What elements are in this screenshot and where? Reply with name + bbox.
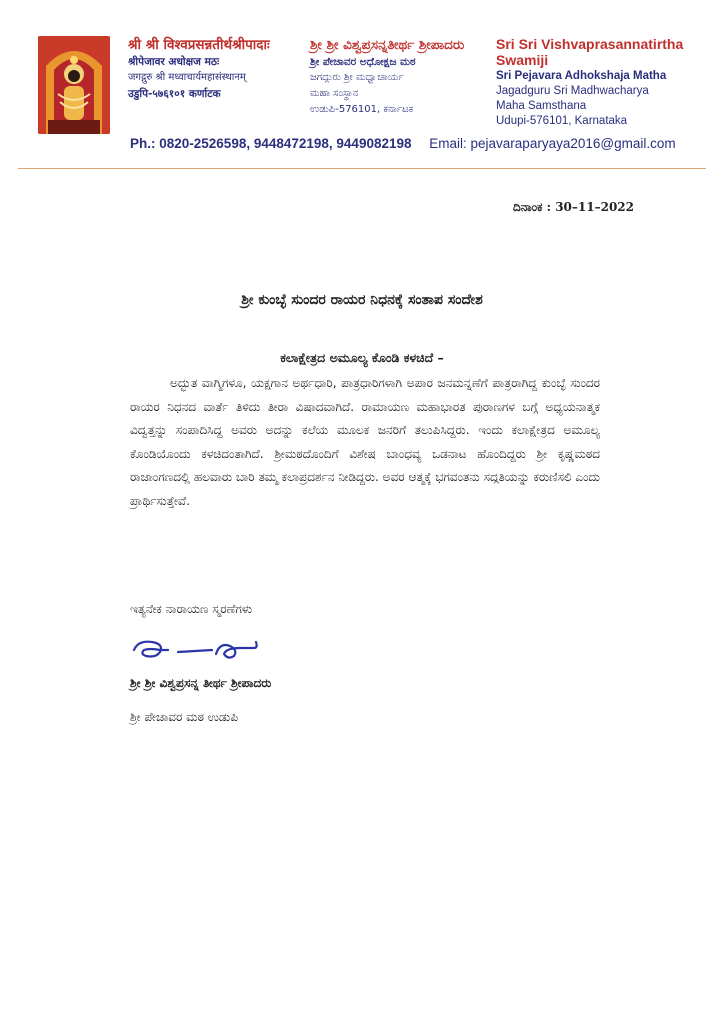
contact-line <box>130 136 690 151</box>
email-address[interactable]: Email: pejavaraparyaya2016@gmail.com <box>429 136 676 151</box>
letter-closing: ಇತ್ಯನೇಕ ನಾರಾಯಣ ಸ್ಮರಣೆಗಳು <box>130 602 253 616</box>
samsthana-english: Maha Samsthana <box>496 100 587 112</box>
letterhead-kannada <box>310 36 496 118</box>
jagadguru-kannada: ಜಗದ್ಗುರು ಶ್ರೀ ಮಧ್ವಾಚಾರ್ಯ <box>310 72 404 83</box>
letterhead-english <box>496 36 696 129</box>
matha-name-english: Sri Pejavara Adhokshaja Matha <box>496 70 667 82</box>
handwritten-signature <box>130 632 270 666</box>
address-kannada: ಉಡುಪಿ-576101, ಕರ್ನಾಟಕ <box>310 104 414 115</box>
letter-heading: ಕಲಾಕ್ಷೇತ್ರದ ಅಮೂಲ್ಯ ಕೊಂಡಿ ಕಳಚಿದೆ – <box>280 350 444 365</box>
letter-body: ಅದ್ಭುತ ವಾಗ್ಮಿಗಳೂ, ಯಕ್ಷಗಾನ ಅರ್ಥಧಾರಿ, ಪಾತ್ರಧಾರಿಗಳಾಗಿ ಅಪಾರ ಜನಮನ್ನಣೆಗೆ ಪಾತ್ರರಾಗಿದ್ದ ಕುಂಬ್ಳೆ ಸುಂದರ ರಾಯರ ನಿಧನದ ವಾರ್ತೆ ತಿಳಿದು ತೀರಾ ವಿಷಾದವಾಗಿದೆ. ರಾಮಾಯಣ ಮಹಾಭಾರತ ಪುರಾಣಗಳ ಬಗ್ಗೆ ಅಧ್ಯಯನಾತ್ಮಕ ವಿದ್ವತ್ತನ್ನು ಸಂಪಾದಿಸಿದ್ದ ಅವರು ಅದನ್ನು ಕಲೆಯ ಮೂಲಕ ಜನರಿಗೆ ತಲುಪಿಸಿದ್ದರು. ಇಂದು ಕಲಾಕ್ಷೇತ್ರದ ಅಮೂಲ್ಯ ಕೊಂಡಿಯೊಂದು ಕಳಚಿದಂತಾಗಿದೆ. ಶ್ರೀಮಠದೊಂದಿಗೆ ವಿಶೇಷ ಬಾಂಧವ್ಯ ಒಡನಾಟ ಹೊಂದಿದ್ದರು ಶ್ರೀ ಕೃಷ್ಣಮಠದ ರಾಜಾಂಗಣದಲ್ಲಿ ಹಲವಾರು ಬಾರಿ ತಮ್ಮ ಕಲಾಪ್ರದರ್ಶನ ನೀಡಿದ್ದರು. ಅವರ ಆತ್ಮಕ್ಕೆ ಭಗವಂತನು ಸದ್ಗತಿಯನ್ನು ಕರುಣಿಸಲಿ ಎಂದು ಪ್ರಾರ್ಥಿಸುತ್ತೇವೆ. <box>130 376 600 508</box>
deity-image-icon <box>38 36 110 134</box>
deity-photo <box>38 36 110 134</box>
matha-name-hindi: श्रीपेजावर अधोक्षज मठः <box>128 56 220 68</box>
letterhead-hindi <box>128 36 308 102</box>
phone-numbers: Ph.: 0820-2526598, 9448472198, 9449082198 <box>130 136 412 151</box>
signer-name: ಶ್ರೀ ಶ್ರೀ ವಿಶ್ವಪ್ರಸನ್ನ ತೀರ್ಥ ಶ್ರೀಪಾದರು <box>130 676 272 690</box>
letter-subject: ಶ್ರೀ ಕುಂಬ್ಳೆ ಸುಂದರ ರಾಯರ ನಿಧನಕ್ಕೆ ಸಂತಾಪ ಸಂದೇಶ <box>241 292 483 308</box>
address-english: Udupi-576101, Karnataka <box>496 115 628 127</box>
letterhead <box>0 0 724 172</box>
swamiji-title-kannada: ಶ್ರೀ ಶ್ರೀ ವಿಶ್ವಪ್ರಸನ್ನತೀರ್ಥ ಶ್ರೀಪಾದರು <box>310 37 465 53</box>
swamiji-title-english: Sri Sri Vishvaprasannatirtha Swamiji <box>496 36 684 68</box>
swamiji-title-hindi: श्री श्री विश्वप्रसन्नतीर्थश्रीपादाः <box>128 37 270 53</box>
samsthana-kannada: ಮಹಾ ಸಂಸ್ಥಾನ <box>310 88 359 99</box>
matha-name-kannada: ಶ್ರೀ ಪೇಜಾವರ ಅಧೋಕ್ಷಜ ಮಠ <box>310 56 416 68</box>
header-divider <box>18 168 706 169</box>
jagadguru-english: Jagadguru Sri Madhwacharya <box>496 85 649 97</box>
samsthana-hindi: जगद्गुरु श्री मध्वाचार्यमहासंस्थानम् <box>128 72 246 83</box>
signer-place: ಶ್ರೀ ಪೇಜಾವರ ಮಠ ಉಡುಪಿ <box>130 710 239 724</box>
address-hindi: उडुपि-५७६१०१ कर्णाटक <box>128 88 221 100</box>
letter-date: ದಿನಾಂಕ : 30–11–2022 <box>513 200 634 214</box>
